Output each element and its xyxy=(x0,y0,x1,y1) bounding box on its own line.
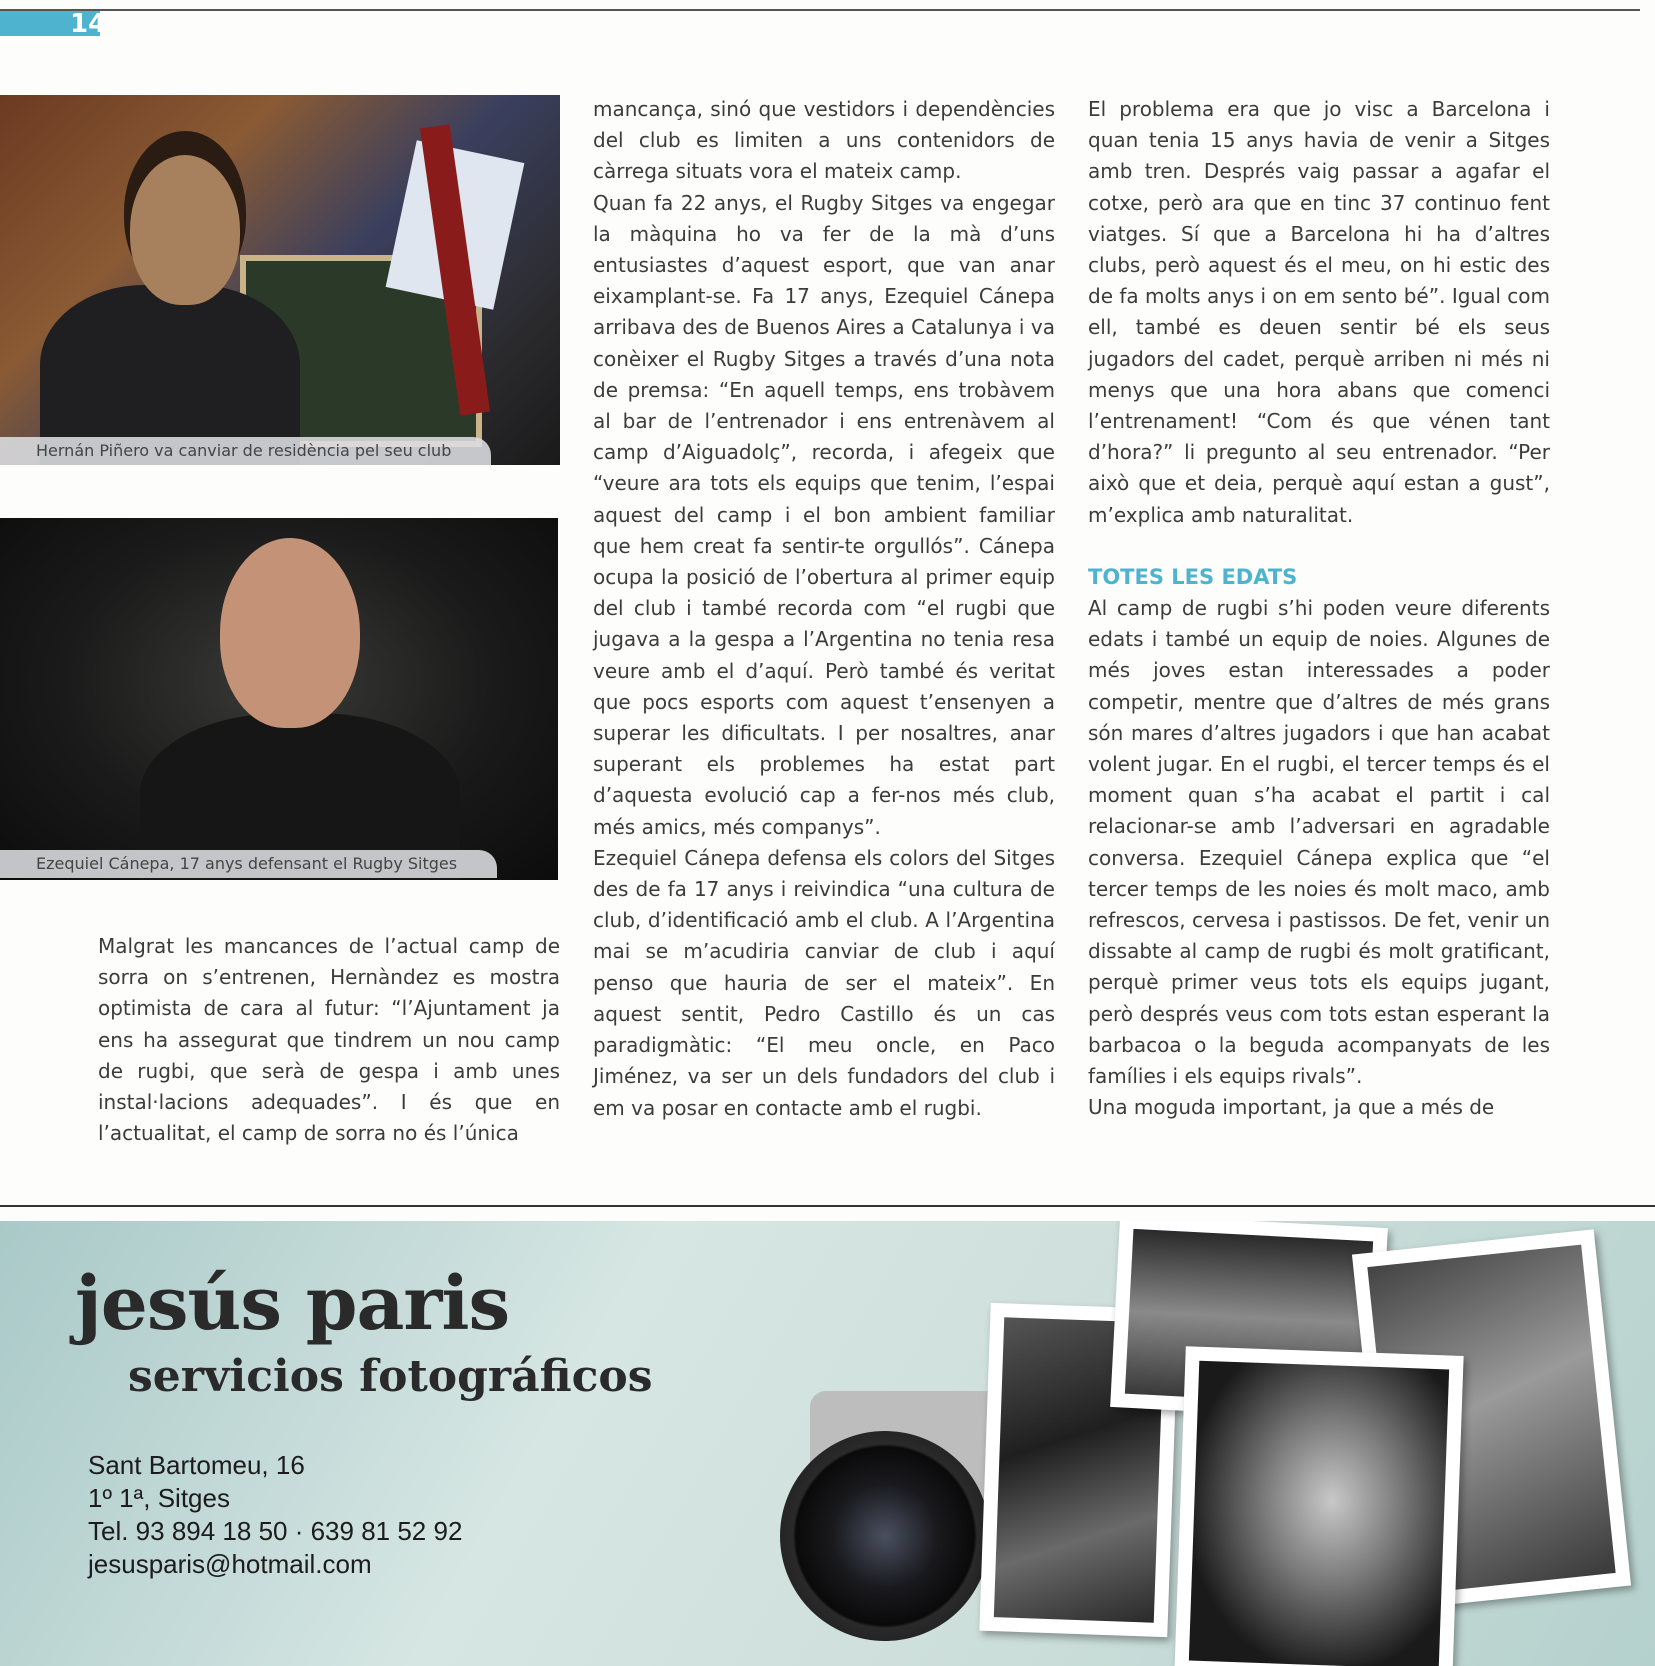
article-paragraph: Una moguda important, ja que a més de xyxy=(1088,1095,1495,1120)
photo-print xyxy=(1174,1346,1463,1666)
divider-rule xyxy=(0,1205,1655,1207)
article-column-middle xyxy=(593,94,1055,1124)
ad-phone: Tel. 93 894 18 50 · 639 81 52 92 xyxy=(88,1516,463,1546)
photo-caption: Ezequiel Cánepa, 17 anys defensant el Rugby Sitges xyxy=(0,850,497,878)
section-subheading: TOTES LES EDATS xyxy=(1088,564,1298,589)
article-column-left xyxy=(98,931,560,1149)
ad-address-line1: Sant Bartomeu, 16 xyxy=(88,1450,305,1480)
ad-address-line2: 1º 1ª, Sitges xyxy=(88,1483,230,1513)
player-face xyxy=(130,155,240,305)
photo-ezequiel-canepa xyxy=(0,518,558,880)
article-paragraph: mancança, sinó que vestidors i dependències del club es limiten a uns contenidors de càrrega situats vora el mateix camp. xyxy=(593,97,1055,184)
article-paragraph: Malgrat les mancances de l’actual camp de sorra on s’entrenen, Hernàndez es mostra optimista de cara al futur: “l’Ajuntament ja ens ha assegurat que tindrem un nou camp de rugbi, que serà de gespa i amb unes instal·lacions adequades”. I és que en l’actualitat, el camp de sorra no és l’única xyxy=(98,934,560,1146)
advertisement-banner xyxy=(0,1221,1655,1666)
photo-caption: Hernán Piñero va canviar de residència pel seu club xyxy=(0,437,491,465)
article-paragraph: Ezequiel Cánepa defensa els colors del Sitges des de fa 17 anys i reivindica “una cultura de club, d’identificació amb el club. A l’Argentina mai se m’acudiria canviar de club i aquí penso que hauria de ser el mateix”. En aquest sentit, Pedro Castillo és un cas paradigmàtic: “El meu oncle, en Paco Jiménez, va ser un dels fundadors del club i em va posar en contacte amb el rugbi. xyxy=(593,845,1055,1120)
article-paragraph: Al camp de rugbi s’hi poden veure diferents edats i també un equip de noies. Algunes de més joves estan interessades a poder competir, mentre que d’altres de més grans són mares d’altres jugadors i que han acabat volent jugar. En el rugbi, el tercer temps és el moment quan s’ha acabat el partit i cal relacionar-se amb l’adversari en agradable conversa. Ezequiel Cánepa explica que “el tercer temps de les noies és molt maco, amb refrescos, cervesa i pastissos. De fet, venir un dissabte al camp de rugbi és molt gratificant, perquè primer veus tots els equips jugant, però després veus com tots estan esperant la barbacoa o la beguda acompanyats de les famílies i els equips rivals”. xyxy=(1088,596,1550,1089)
top-rule xyxy=(0,9,1640,11)
page-number: 14 xyxy=(70,9,107,39)
photo-hernan-pinero xyxy=(0,95,560,465)
ad-email: jesusparis@hotmail.com xyxy=(88,1549,372,1579)
ad-tagline: servicios fotográficos xyxy=(128,1351,653,1402)
player-face xyxy=(220,538,360,728)
camera-lens xyxy=(780,1431,990,1641)
ad-brand-name: jesús paris xyxy=(75,1261,510,1347)
article-paragraph: Quan fa 22 anys, el Rugby Sitges va engegar la màquina ho va fer de la mà d’uns entusiastes d’aquest esport, que van anar eixamplant-se. Fa 17 anys, Ezequiel Cánepa arribava des de Buenos Aires a Catalunya i va conèixer el Rugby Sitges a través d’una nota de premsa: “En aquell temps, ens trobàvem al bar de l’entrenador i ens entrenàvem al camp d’Aiguadolç”, recorda, i afegeix que “veure ara tots els equips que tenim, l’espai aquest del camp i el bon ambient familiar que hem creat fa sentir-te orgullós”. Cánepa ocupa la posició de l’obertura al primer equip del club i també recorda com “el rugbi que jugava a la gespa a l’Argentina no tenia resa veure amb el d’aquí. Però també és veritat que pocs esports com aquest t’ensenyen a superar les dificultats. I per nosaltres, anar superant els problemes ha estat part d’aquesta evolució cap a fer-nos més club, més amics, més companys”. xyxy=(593,190,1055,839)
article-column-right xyxy=(1088,94,1550,1124)
ad-contact-block xyxy=(88,1449,462,1581)
article-paragraph: El problema era que jo visc a Barcelona i quan tenia 15 anys havia de venir a Sitges amb tren. Després vaig passar a agafar el cotxe, però ara que en tinc 37 continuo fent viatges. Sí que a Barcelona hi ha d’altres clubs, però aquest és el meu, on hi estic des de fa molts anys i on em sento bé”. Igual com ell, també es deuen sentir bé els seus jugadors del cadet, perquè arriben ni més ni menys que una hora abans que comenci l’entrenament! “Com és que vénen tant d’hora?” li pregunto al seu entrenador. “Per això que et deia, perquè aquí estan a gust”, m’explica amb naturalitat. xyxy=(1088,97,1550,527)
